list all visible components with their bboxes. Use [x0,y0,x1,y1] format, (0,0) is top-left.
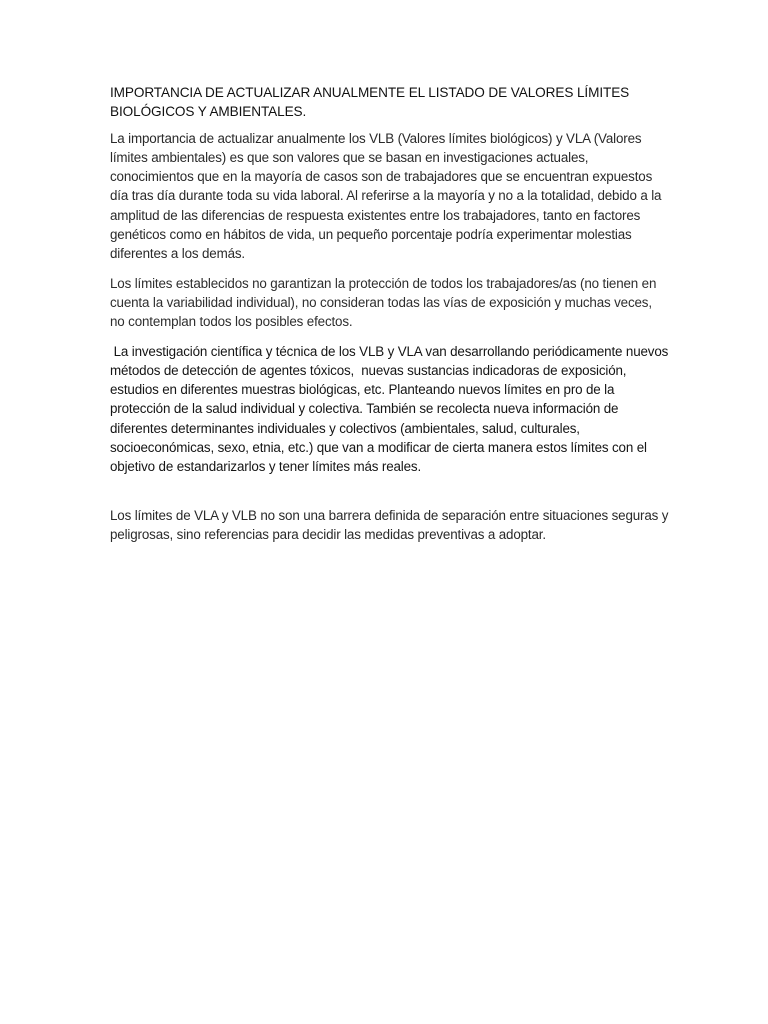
document-title: IMPORTANCIA DE ACTUALIZAR ANUALMENTE EL LISTADO DE VALORES LÍMITES BIOLÓGICOS Y AMBIENTALES. [110,85,630,120]
document-body [110,83,670,554]
paragraph-conclusion: Los límites de VLA y VLB no son una barrera definida de separación entre situaciones seguras y peligrosas, sino referencias para decidir las medidas preventivas a adoptar. [110,507,669,542]
paragraph-limits: Los límites establecidos no garantizan la protección de todos los trabajadores/as (no tienen en cuenta la variabilidad individual), no consideran todas las vías de exposición y muchas veces, no contemplan todos los posibles efectos. [110,275,657,330]
paragraph-importance: La importancia de actualizar anualmente los VLB (Valores límites biológicos) y VLA (Valores límites ambientales) es que son valores que se basan en investigaciones actuales, conocimientos que en la mayoría de casos son de trabajadores que se encuentran expuestos día tras día durante toda su vida laboral. Al referirse a la mayoría y no a la totalidad, debido a la amplitud de las diferencias de respuesta existentes entre los trabajadores, tanto en factores genéticos como en hábitos de vida, un pequeño porcentaje podría experimentar molestias diferentes a los demás. [110,130,662,262]
paragraph-research: La investigación científica y técnica de los VLB y VLA van desarrollando periódicamente nuevos métodos de detección de agentes tóxicos, nuevas sustancias indicadoras de exposición, estudios en diferentes muestras biológicas, etc. Planteando nuevos límites en pro de la protección de la salud individual y colectiva. También se recolecta nueva información de diferentes determinantes individuales y colectivos (ambientales, salud, culturales, socioeconómicas, sexo, etnia, etc.) que van a modificar de cierta manera estos límites con el objetivo de estandarizarlos y tener límites más reales. [110,343,672,475]
